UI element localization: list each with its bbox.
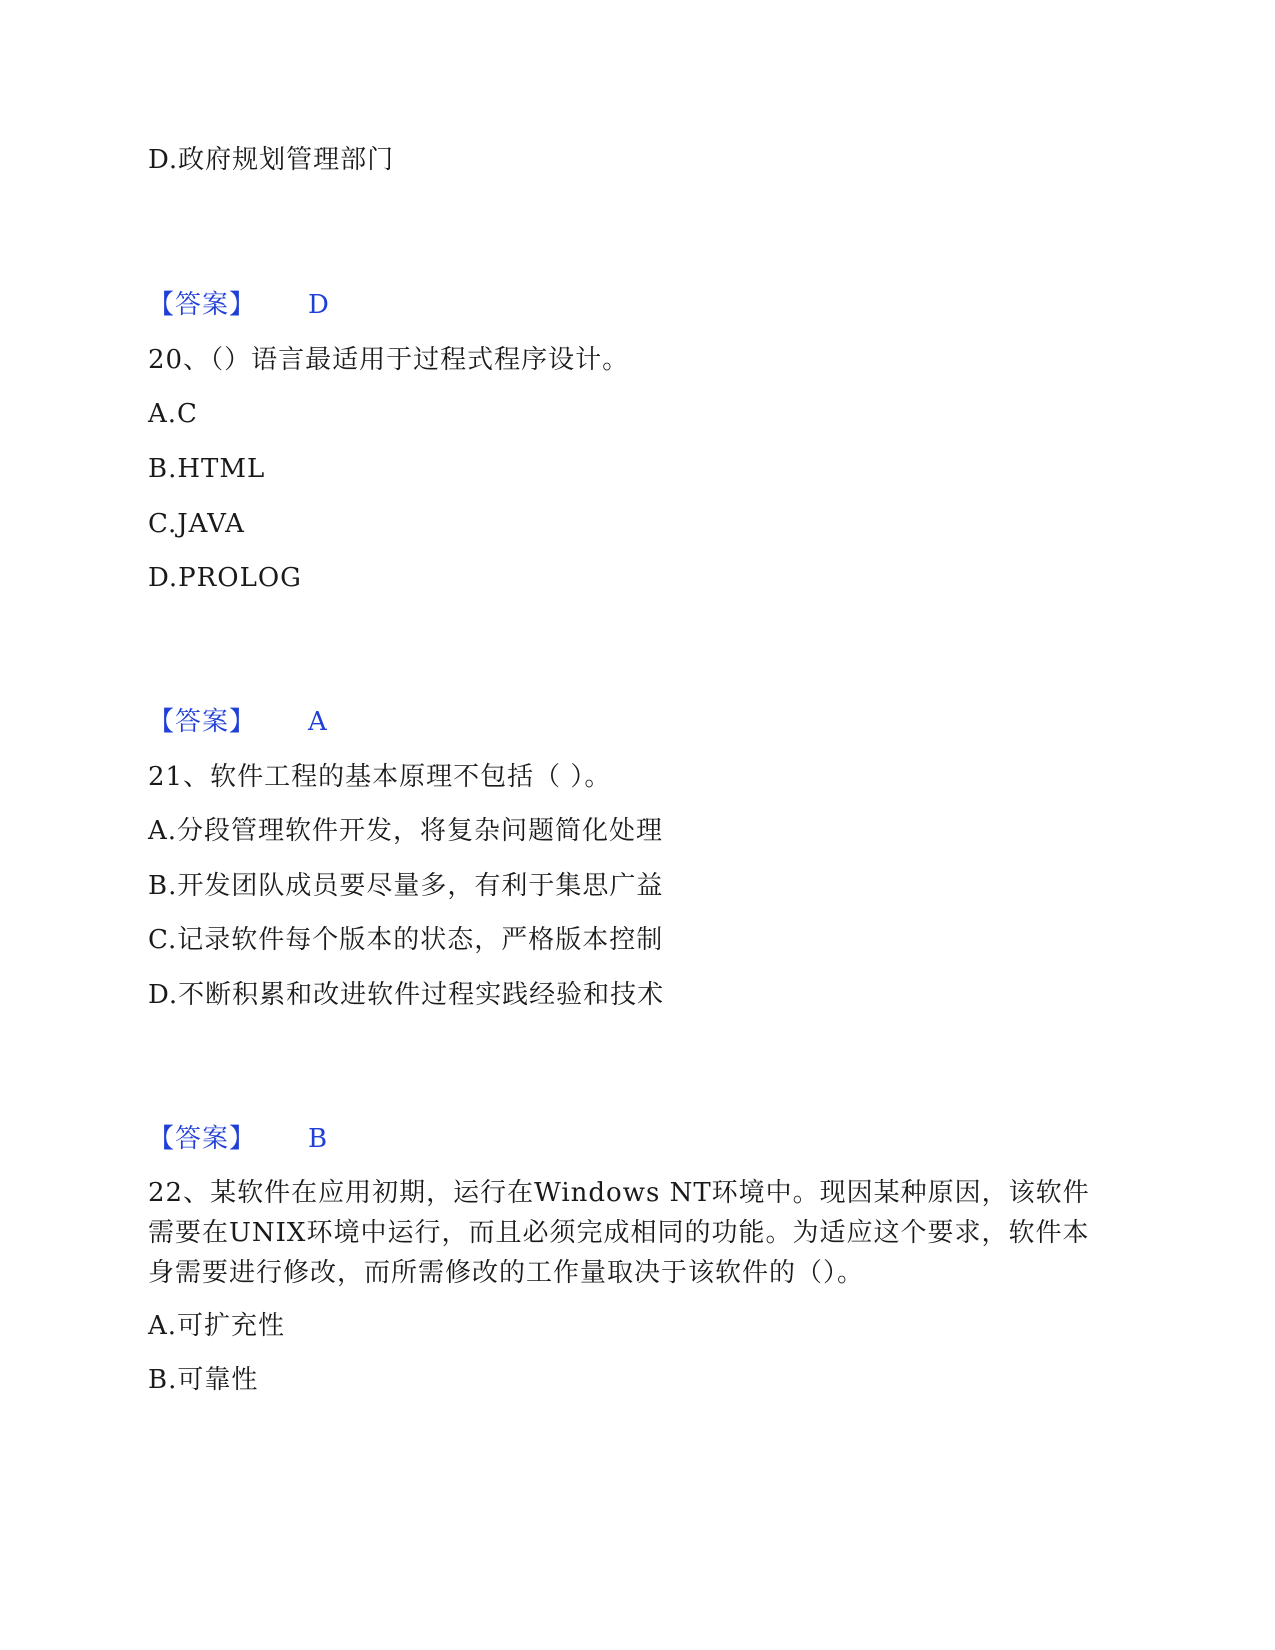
q22-option-b: B.可靠性 [148, 1365, 259, 1395]
q22-question: 22、某软件在应用初期，运行在Windows NT环境中。现因某种原因，该软件需要在UNIX环境中运行，而且必须完成相同的功能。为适应这个要求，软件本身需要进行修改，而所需修改的工作量取决于该软件的（）。 [148, 1178, 1090, 1288]
q21-option-b: B.开发团队成员要尽量多，有利于集思广益 [148, 871, 664, 901]
q20-answer [148, 705, 328, 739]
q20-option-b: B.HTML [148, 454, 266, 484]
q20-option-d: D.PROLOG [148, 563, 302, 593]
q21-question: 21、软件工程的基本原理不包括（ ）。 [148, 762, 612, 792]
q21-option-c: C.记录软件每个版本的状态，严格版本控制 [148, 925, 664, 955]
q22-option-a: A.可扩充性 [148, 1311, 286, 1341]
answer-value: B [308, 1124, 329, 1154]
answer-value: A [308, 707, 328, 737]
q19-answer [148, 288, 330, 322]
answer-label: 【答案】 [148, 707, 257, 737]
answer-label: 【答案】 [148, 1124, 257, 1154]
q21-option-d: D.不断积累和改进软件过程实践经验和技术 [148, 980, 665, 1010]
q21-answer [148, 1122, 328, 1156]
q21-option-a: A.分段管理软件开发，将复杂问题简化处理 [148, 816, 664, 846]
q20-question: 20、（）语言最适用于过程式程序设计。 [148, 345, 630, 375]
q20-option-a: A.C [148, 399, 198, 429]
answer-label: 【答案】 [148, 290, 257, 320]
q19-option-d: D.政府规划管理部门 [148, 145, 395, 175]
q20-option-c: C.JAVA [148, 509, 245, 539]
answer-value: D [308, 290, 330, 320]
